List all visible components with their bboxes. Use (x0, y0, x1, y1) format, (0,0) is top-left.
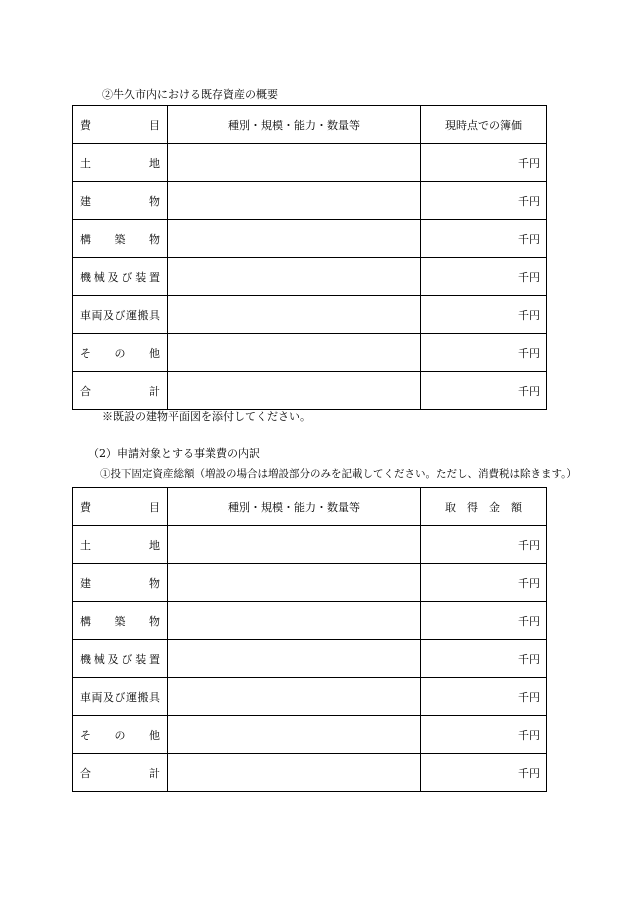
detail-cell[interactable] (168, 564, 421, 602)
row-label: 車 両 及 び 運 搬 具 (73, 296, 168, 334)
row-label: 構 築 物 (73, 220, 168, 258)
table-row (73, 296, 547, 334)
amount-cell[interactable]: 千円 (421, 602, 547, 640)
table-row (73, 220, 547, 258)
investment-subheading: ①投下固定資産総額（増設の場合は増設部分のみを記載してください。ただし、消費税は除きます。） (100, 468, 577, 480)
row-label: そ の 他 (73, 334, 168, 372)
detail-cell[interactable] (168, 716, 421, 754)
header-item (73, 488, 168, 526)
application-cost-table (72, 487, 547, 792)
header-amount: 取 得 金 額 (421, 488, 547, 526)
amount-cell[interactable]: 千円 (421, 716, 547, 754)
table-row (73, 640, 547, 678)
amount-cell[interactable]: 千円 (421, 754, 547, 792)
header-detail: 種別・規模・能力・数量等 (168, 488, 421, 526)
table-row (73, 602, 547, 640)
floor-plan-note: ※既設の建物平面図を添付してください。 (102, 410, 311, 423)
amount-cell[interactable]: 千円 (421, 640, 547, 678)
header-item-char: 費 (80, 500, 91, 514)
detail-cell[interactable] (168, 144, 421, 182)
detail-cell[interactable] (168, 296, 421, 334)
breakdown-heading: （2）申請対象とする事業費の内訳 (88, 447, 260, 460)
row-label: 建 物 (73, 182, 168, 220)
row-label: 車 両 及 び 運 搬 具 (73, 678, 168, 716)
amount-cell[interactable]: 千円 (421, 564, 547, 602)
detail-cell[interactable] (168, 334, 421, 372)
detail-cell[interactable] (168, 182, 421, 220)
row-label: 機 械 及 び 装 置 (73, 640, 168, 678)
amount-cell[interactable]: 千円 (421, 258, 547, 296)
row-label: 建 物 (73, 564, 168, 602)
amount-cell[interactable]: 千円 (421, 372, 547, 410)
row-label: 合 計 (73, 754, 168, 792)
amount-cell[interactable]: 千円 (421, 334, 547, 372)
table-row (73, 564, 547, 602)
header-item-char: 目 (149, 118, 160, 132)
row-label: 機 械 及 び 装 置 (73, 258, 168, 296)
detail-cell[interactable] (168, 678, 421, 716)
table-header-row (73, 106, 547, 144)
header-amount: 現時点での簿価 (421, 106, 547, 144)
table-header-row (73, 488, 547, 526)
detail-cell[interactable] (168, 258, 421, 296)
table-row (73, 182, 547, 220)
row-label: そ の 他 (73, 716, 168, 754)
header-detail: 種別・規模・能力・数量等 (168, 106, 421, 144)
header-item-char: 目 (149, 500, 160, 514)
amount-cell[interactable]: 千円 (421, 220, 547, 258)
amount-cell[interactable]: 千円 (421, 526, 547, 564)
detail-cell[interactable] (168, 220, 421, 258)
table-row (73, 678, 547, 716)
detail-cell[interactable] (168, 640, 421, 678)
table-row (73, 258, 547, 296)
table-row (73, 716, 547, 754)
row-label: 土 地 (73, 144, 168, 182)
table-row (73, 334, 547, 372)
row-label: 合 計 (73, 372, 168, 410)
row-label: 土 地 (73, 526, 168, 564)
table-row (73, 526, 547, 564)
detail-cell[interactable] (168, 602, 421, 640)
table-row (73, 144, 547, 182)
header-item (73, 106, 168, 144)
existing-assets-title: ②牛久市内における既存資産の概要 (102, 88, 278, 101)
row-label: 構 築 物 (73, 602, 168, 640)
detail-cell[interactable] (168, 526, 421, 564)
existing-assets-table (72, 105, 547, 410)
header-item-char: 費 (80, 118, 91, 132)
detail-cell[interactable] (168, 754, 421, 792)
amount-cell[interactable]: 千円 (421, 182, 547, 220)
table-row (73, 372, 547, 410)
amount-cell[interactable]: 千円 (421, 678, 547, 716)
amount-cell[interactable]: 千円 (421, 144, 547, 182)
detail-cell[interactable] (168, 372, 421, 410)
amount-cell[interactable]: 千円 (421, 296, 547, 334)
table-row (73, 754, 547, 792)
